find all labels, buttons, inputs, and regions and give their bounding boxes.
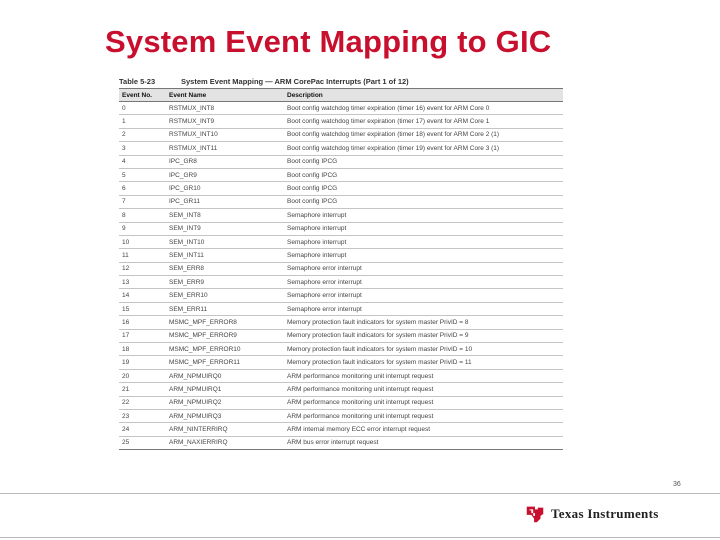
event-name-cell: SEM_ERR8 <box>166 262 284 275</box>
description-cell: Semaphore error interrupt <box>284 276 563 289</box>
table-row <box>119 356 563 369</box>
event-name-cell: ARM_NINTERRIRQ <box>166 423 284 436</box>
description-cell: Memory protection fault indicators for system master PrivID = 10 <box>284 343 563 356</box>
event-name-cell: RSTMUX_INT8 <box>166 102 284 115</box>
description-cell: Memory protection fault indicators for system master PrivID = 11 <box>284 356 563 369</box>
table-row <box>119 262 563 275</box>
event-no-cell: 19 <box>119 356 166 369</box>
table-row <box>119 182 563 195</box>
description-cell: Boot config IPCG <box>284 195 563 208</box>
event-no-cell: 22 <box>119 396 166 409</box>
event-name-cell: IPC_GR9 <box>166 168 284 181</box>
table-row <box>119 168 563 181</box>
event-no-cell: 23 <box>119 409 166 422</box>
table-caption-title: System Event Mapping — ARM CorePac Interrupts (Part 1 of 12) <box>181 77 409 86</box>
description-cell: Boot config watchdog timer expiration (timer 17) event for ARM Core 1 <box>284 115 563 128</box>
event-no-cell: 25 <box>119 436 166 449</box>
table-row <box>119 209 563 222</box>
table-row <box>119 249 563 262</box>
event-no-cell: 21 <box>119 383 166 396</box>
texas-instruments-logo <box>524 503 659 525</box>
event-no-cell: 10 <box>119 235 166 248</box>
event-name-cell: SEM_ERR10 <box>166 289 284 302</box>
table-row <box>119 222 563 235</box>
table-row <box>119 302 563 315</box>
slide-title: System Event Mapping to GIC <box>105 24 552 59</box>
description-cell: ARM performance monitoring unit interrupt request <box>284 409 563 422</box>
event-no-cell: 1 <box>119 115 166 128</box>
event-no-cell: 20 <box>119 369 166 382</box>
table-row <box>119 155 563 168</box>
table-row <box>119 128 563 141</box>
event-no-cell: 3 <box>119 142 166 155</box>
event-mapping-figure <box>119 76 563 450</box>
event-name-cell: SEM_ERR11 <box>166 302 284 315</box>
page-number: 36 <box>673 481 681 488</box>
event-name-cell: ARM_NPMUIRQ3 <box>166 409 284 422</box>
table-row <box>119 383 563 396</box>
header-event-no: Event No. <box>119 89 166 102</box>
event-no-cell: 7 <box>119 195 166 208</box>
table-header-row <box>119 89 563 102</box>
table-row <box>119 316 563 329</box>
description-cell: Boot config IPCG <box>284 168 563 181</box>
event-no-cell: 2 <box>119 128 166 141</box>
description-cell: Boot config watchdog timer expiration (timer 16) event for ARM Core 0 <box>284 102 563 115</box>
header-description: Description <box>284 89 563 102</box>
event-name-cell: RSTMUX_INT10 <box>166 128 284 141</box>
table-row <box>119 436 563 449</box>
event-name-cell: ARM_NPMUIRQ1 <box>166 383 284 396</box>
event-name-cell: ARM_NPMUIRQ2 <box>166 396 284 409</box>
table-row <box>119 369 563 382</box>
description-cell: Semaphore error interrupt <box>284 262 563 275</box>
description-cell: Semaphore error interrupt <box>284 289 563 302</box>
description-cell: ARM internal memory ECC error interrupt request <box>284 423 563 436</box>
event-name-cell: ARM_NAXIERRIRQ <box>166 436 284 449</box>
description-cell: Semaphore interrupt <box>284 209 563 222</box>
event-no-cell: 24 <box>119 423 166 436</box>
event-name-cell: ARM_NPMUIRQ0 <box>166 369 284 382</box>
description-cell: Memory protection fault indicators for system master PrivID = 8 <box>284 316 563 329</box>
event-name-cell: SEM_INT8 <box>166 209 284 222</box>
table-row <box>119 195 563 208</box>
event-name-cell: IPC_GR8 <box>166 155 284 168</box>
header-event-name: Event Name <box>166 89 284 102</box>
event-no-cell: 14 <box>119 289 166 302</box>
ti-logo-icon <box>524 503 546 525</box>
description-cell: Memory protection fault indicators for system master PrivID = 9 <box>284 329 563 342</box>
table-row <box>119 409 563 422</box>
event-name-cell: MSMC_MPF_ERROR10 <box>166 343 284 356</box>
description-cell: ARM performance monitoring unit interrupt request <box>284 369 563 382</box>
event-no-cell: 5 <box>119 168 166 181</box>
event-name-cell: SEM_ERR9 <box>166 276 284 289</box>
description-cell: ARM bus error interrupt request <box>284 436 563 449</box>
table-caption-number: Table 5-23 <box>119 77 156 86</box>
ti-logo-text: Texas Instruments <box>551 506 659 521</box>
table-row <box>119 235 563 248</box>
event-no-cell: 12 <box>119 262 166 275</box>
event-no-cell: 16 <box>119 316 166 329</box>
table-caption <box>119 76 563 88</box>
event-name-cell: IPC_GR11 <box>166 195 284 208</box>
table-row <box>119 423 563 436</box>
event-no-cell: 13 <box>119 276 166 289</box>
event-name-cell: IPC_GR10 <box>166 182 284 195</box>
table-row <box>119 142 563 155</box>
table-row <box>119 289 563 302</box>
event-no-cell: 8 <box>119 209 166 222</box>
event-name-cell: SEM_INT10 <box>166 235 284 248</box>
event-name-cell: MSMC_MPF_ERROR8 <box>166 316 284 329</box>
description-cell: Semaphore interrupt <box>284 235 563 248</box>
event-no-cell: 11 <box>119 249 166 262</box>
table-row <box>119 329 563 342</box>
event-name-cell: SEM_INT11 <box>166 249 284 262</box>
description-cell: Boot config IPCG <box>284 182 563 195</box>
description-cell: ARM performance monitoring unit interrupt request <box>284 396 563 409</box>
description-cell: Boot config IPCG <box>284 155 563 168</box>
table-row <box>119 276 563 289</box>
description-cell: Boot config watchdog timer expiration (timer 19) event for ARM Core 3 (1) <box>284 142 563 155</box>
event-no-cell: 15 <box>119 302 166 315</box>
table-row <box>119 343 563 356</box>
event-no-cell: 9 <box>119 222 166 235</box>
table-row <box>119 102 563 115</box>
event-no-cell: 0 <box>119 102 166 115</box>
event-name-cell: RSTMUX_INT9 <box>166 115 284 128</box>
event-no-cell: 18 <box>119 343 166 356</box>
description-cell: ARM performance monitoring unit interrupt request <box>284 383 563 396</box>
event-mapping-table <box>119 88 563 450</box>
event-no-cell: 6 <box>119 182 166 195</box>
table-row <box>119 396 563 409</box>
table-row <box>119 115 563 128</box>
description-cell: Boot config watchdog timer expiration (timer 18) event for ARM Core 2 (1) <box>284 128 563 141</box>
event-no-cell: 4 <box>119 155 166 168</box>
event-no-cell: 17 <box>119 329 166 342</box>
description-cell: Semaphore interrupt <box>284 249 563 262</box>
event-name-cell: SEM_INT9 <box>166 222 284 235</box>
event-name-cell: RSTMUX_INT11 <box>166 142 284 155</box>
event-name-cell: MSMC_MPF_ERROR11 <box>166 356 284 369</box>
description-cell: Semaphore interrupt <box>284 222 563 235</box>
description-cell: Semaphore error interrupt <box>284 302 563 315</box>
event-name-cell: MSMC_MPF_ERROR9 <box>166 329 284 342</box>
